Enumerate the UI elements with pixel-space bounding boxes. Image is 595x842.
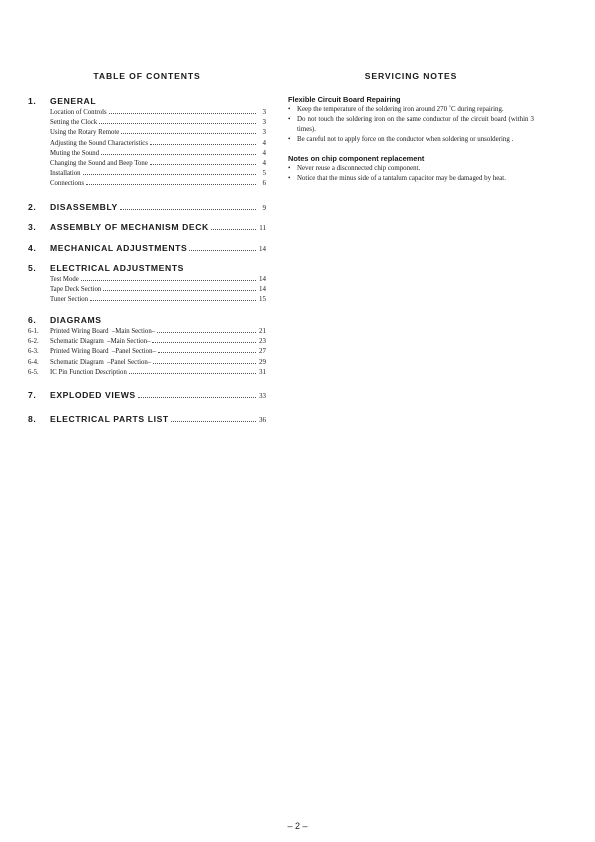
toc-section-title: ASSEMBLY OF MECHANISM DECK	[50, 221, 209, 232]
toc-section-title: EXPLODED VIEWS	[50, 390, 136, 400]
toc-entry-title: Test Mode	[50, 275, 79, 283]
toc-entry-page: 6	[262, 179, 266, 188]
toc-entry-page: 3	[262, 128, 266, 137]
toc-section-heading	[28, 242, 266, 254]
toc-entry	[28, 357, 266, 367]
dot-leader	[109, 113, 256, 114]
dot-leader	[150, 144, 256, 145]
toc-entry-page: 4	[262, 148, 266, 157]
note-text: Notice that the minus side of a tantalum capacitor may be damaged by heat.	[297, 175, 506, 182]
toc-section	[28, 95, 266, 189]
dot-leader	[157, 332, 256, 333]
toc-entry	[28, 284, 266, 294]
toc-section	[28, 389, 266, 401]
toc-entry-number: 6-3.	[28, 348, 39, 356]
bullet-icon: •	[288, 175, 291, 182]
servicing-notes	[288, 70, 534, 184]
toc-section	[28, 221, 266, 233]
toc-entry-title: Location of Controls	[50, 109, 107, 116]
toc-section-title: ELECTRICAL ADJUSTMENTS	[50, 262, 184, 273]
bullet-icon: •	[288, 116, 291, 123]
toc-section-page: 14	[259, 244, 266, 253]
toc-section-number: 7.	[28, 390, 37, 400]
dot-leader	[171, 421, 256, 422]
toc-entry-number: 6-5.	[28, 368, 39, 376]
page-number: – 2 –	[287, 821, 308, 831]
note-text: Be careful not to apply force on the conductor when soldering or unsoldering .	[297, 136, 514, 143]
toc-section-heading	[28, 314, 266, 326]
toc-entry-title: Connections	[50, 180, 84, 188]
toc-section-number: 8.	[28, 414, 37, 424]
toc-entry	[28, 294, 266, 304]
note-item	[288, 105, 534, 115]
toc-entry-page: 15	[259, 294, 266, 303]
toc-entry	[28, 148, 266, 158]
toc-entry-page: 29	[259, 357, 266, 366]
toc-section-heading	[28, 389, 266, 401]
toc-entry-title: Adjusting the Sound Characteristics	[50, 139, 148, 147]
note-text: Do not touch the soldering iron on the same conductor of the circuit board (within 3 times).	[297, 116, 534, 133]
toc-entry-number: 6-1.	[28, 328, 39, 336]
note-item	[288, 135, 534, 145]
toc-section-heading	[28, 221, 266, 233]
toc-entry	[28, 346, 266, 356]
bullet-icon: •	[288, 106, 291, 113]
toc-section-number: 4.	[28, 242, 37, 253]
toc-entry	[28, 336, 266, 346]
notes-heading: SERVICING NOTES	[364, 71, 458, 81]
toc-entry	[28, 127, 266, 137]
dot-leader	[158, 352, 256, 353]
toc-entry	[28, 178, 266, 188]
toc-entry	[28, 168, 266, 178]
toc-entry-title: Tape Deck Section	[50, 285, 102, 293]
toc-section-heading	[28, 95, 266, 107]
toc-heading: TABLE OF CONTENTS	[93, 71, 201, 81]
toc-entry-title: Schematic Diagram –Panel Section–	[50, 358, 152, 366]
toc-entry-page: 4	[262, 138, 266, 147]
toc-entry-page: 27	[259, 347, 266, 356]
dot-leader	[83, 174, 256, 175]
toc-entry-page: 21	[259, 327, 266, 336]
dot-leader	[86, 184, 256, 185]
notes-block	[288, 94, 534, 145]
toc-section-title: ELECTRICAL PARTS LIST	[50, 414, 169, 424]
toc-entry-number: 6-4.	[28, 358, 39, 366]
toc-entry-title: Tuner Section	[50, 295, 89, 303]
dot-leader	[90, 300, 256, 301]
notes-block-title: Flexible Circuit Board Repairing	[288, 95, 401, 104]
toc-entry	[28, 117, 266, 127]
toc-section-number: 1.	[28, 96, 37, 106]
toc-entry-title: Printed Wiring Board –Main Section–	[50, 328, 156, 336]
toc-entry-title: Schematic Diagram –Main Section–	[50, 338, 151, 346]
toc-entry-title: Muting the Sound	[50, 149, 100, 157]
bullet-icon: •	[288, 136, 291, 143]
notes-block-list	[288, 94, 534, 184]
note-item	[288, 174, 534, 184]
toc-entry	[28, 107, 266, 117]
toc-section	[28, 314, 266, 377]
toc-section	[28, 242, 266, 254]
toc-entry-page: 3	[262, 118, 266, 127]
note-item	[288, 115, 534, 135]
toc-entry-page: 31	[259, 367, 266, 376]
note-text: Never reuse a disconnected chip component.	[297, 165, 421, 172]
toc-entry-page: 14	[259, 284, 266, 293]
notes-block	[288, 153, 534, 184]
dot-leader	[211, 229, 256, 230]
toc-section-title: MECHANICAL ADJUSTMENTS	[50, 242, 188, 253]
toc-section	[28, 413, 266, 425]
toc-entry-title: Installation	[50, 170, 81, 178]
toc-section-number: 6.	[28, 315, 37, 326]
dot-leader	[138, 397, 256, 398]
toc-section-number: 5.	[28, 262, 37, 273]
dot-leader	[120, 209, 256, 210]
toc-entry	[28, 367, 266, 377]
dot-leader	[99, 123, 256, 124]
toc-entry-title: Printed Wiring Board –Panel Section–	[50, 348, 156, 356]
toc-section-title: GENERAL	[50, 96, 97, 106]
toc-section-page: 11	[259, 223, 266, 232]
dot-leader	[101, 154, 256, 155]
dot-leader	[189, 250, 256, 251]
dot-leader	[81, 280, 256, 281]
toc-section-title: DIAGRAMS	[50, 315, 102, 326]
bullet-icon: •	[288, 165, 291, 172]
dot-leader	[153, 363, 256, 364]
toc-section-page: 9	[262, 203, 266, 212]
toc-entry-number: 6-2.	[28, 338, 39, 346]
toc-entry	[28, 138, 266, 148]
toc-section-heading	[28, 262, 266, 274]
note-text: Keep the temperature of the soldering iron around 270 ˚C during repairing.	[297, 106, 504, 113]
toc-section	[28, 262, 266, 305]
toc-entry-title: Using the Rotary Remote	[50, 129, 120, 137]
toc-section-list	[28, 95, 266, 425]
toc-entry	[28, 158, 266, 168]
toc-entry-page: 14	[259, 274, 266, 283]
dot-leader	[152, 342, 256, 343]
toc-section-title: DISASSEMBLY	[50, 201, 118, 212]
toc-entry-title: Changing the Sound and Beep Tone	[50, 159, 148, 167]
dot-leader	[129, 373, 256, 374]
dot-leader	[103, 290, 256, 291]
toc-section-number: 3.	[28, 221, 37, 232]
toc-entry-title: Setting the Clock	[50, 119, 98, 127]
toc-entry-page: 23	[259, 337, 266, 346]
toc-entry-page: 5	[262, 169, 266, 178]
toc-section-heading	[28, 201, 266, 213]
table-of-contents	[28, 70, 266, 425]
toc-section-page: 33	[259, 392, 266, 400]
toc-entry-title: IC Pin Function Description	[50, 368, 127, 376]
note-item	[288, 164, 534, 174]
toc-entry	[28, 326, 266, 336]
toc-entry	[28, 274, 266, 284]
notes-block-title: Notes on chip component replacement	[288, 154, 425, 163]
toc-section-number: 2.	[28, 201, 37, 212]
toc-section	[28, 201, 266, 213]
toc-section-heading	[28, 413, 266, 425]
dot-leader	[150, 164, 256, 165]
dot-leader	[121, 133, 256, 134]
toc-entry-page: 4	[262, 158, 266, 167]
toc-section-page: 36	[259, 416, 266, 424]
toc-entry-page: 3	[262, 108, 266, 116]
